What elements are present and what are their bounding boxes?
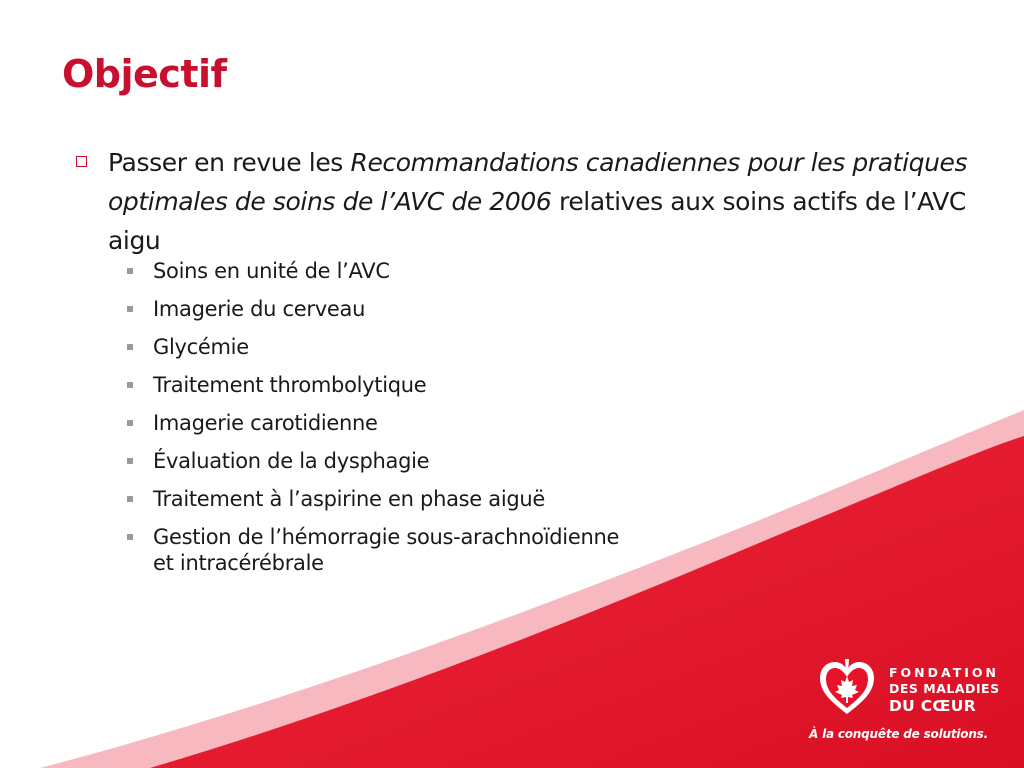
sub-bullet-item xyxy=(125,410,765,436)
sub-bullet-text: Glycémie xyxy=(153,335,249,359)
sub-bullet-text: Soins en unité de l’AVC xyxy=(153,259,390,283)
sub-bullet-item xyxy=(125,334,765,360)
logo-wordmark xyxy=(889,665,1000,716)
heart-foundation-logo xyxy=(809,656,1013,756)
logo-line-3: DU CŒUR xyxy=(889,697,976,715)
logo-line-2: DES MALADIES xyxy=(889,681,1000,696)
filled-square-icon xyxy=(127,420,133,426)
logo-line-1: FONDATION xyxy=(889,665,999,680)
main-bullet-text-before: Passer en revue les xyxy=(108,148,351,177)
main-bullet xyxy=(76,143,976,260)
sub-bullet-item xyxy=(125,524,765,576)
slide-title: Objectif xyxy=(62,52,227,96)
sub-bullet-text: Traitement à l’aspirine en phase aiguë xyxy=(153,487,546,511)
filled-square-icon xyxy=(127,534,133,540)
sub-bullet-item xyxy=(125,372,765,398)
main-bullet-text-after: relatives aux soins actifs de l’AVC aigu xyxy=(108,187,966,255)
hollow-square-icon xyxy=(76,156,87,167)
logo-tagline: À la conquête de solutions. xyxy=(809,727,988,741)
filled-square-icon xyxy=(127,268,133,274)
sub-bullet-list xyxy=(125,258,765,588)
filled-square-icon xyxy=(127,458,133,464)
sub-bullet-text: et intracérébrale xyxy=(153,551,324,575)
sub-bullet-text: Imagerie du cerveau xyxy=(153,297,366,321)
filled-square-icon xyxy=(127,382,133,388)
sub-bullet-text: Évaluation de la dysphagie xyxy=(153,449,430,473)
sub-bullet-text: Gestion de l’hémorragie sous-arachnoïdienne xyxy=(153,525,620,549)
heart-maple-leaf-icon xyxy=(815,656,879,720)
sub-bullet-item xyxy=(125,296,765,322)
sub-bullet-text: Traitement thrombolytique xyxy=(153,373,427,397)
main-bullet-text xyxy=(108,143,976,260)
main-bullet-text-italic: Recommandations canadiennes pour les pratiques optimales de soins de l’AVC de 2006 xyxy=(108,148,968,216)
sub-bullet-item xyxy=(125,258,765,284)
sub-bullet-item xyxy=(125,448,765,474)
filled-square-icon xyxy=(127,496,133,502)
sub-bullet-item xyxy=(125,486,765,512)
sub-bullet-text: Imagerie carotidienne xyxy=(153,411,378,435)
filled-square-icon xyxy=(127,306,133,312)
filled-square-icon xyxy=(127,344,133,350)
